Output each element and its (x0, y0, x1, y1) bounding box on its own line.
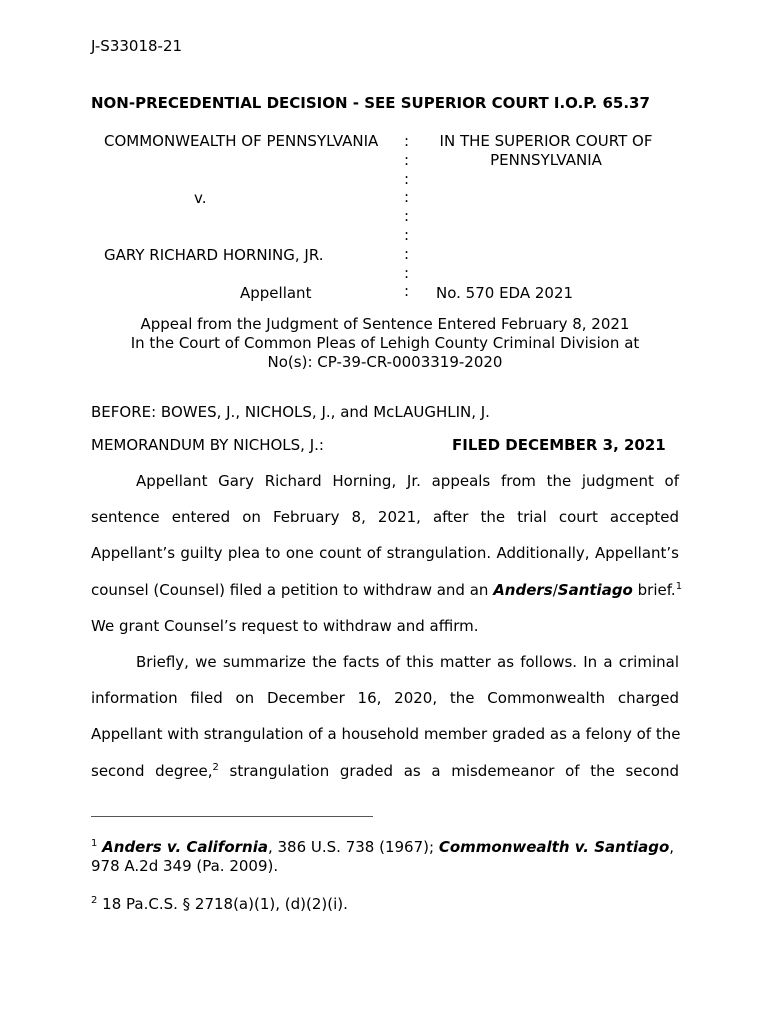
case-anders-v-california: Anders v. California (102, 838, 268, 856)
paragraph2-line: Briefly, we summarize the facts of this matter as follows. In a criminal (136, 653, 679, 671)
appeal-line2: In the Court of Common Pleas of Lehigh County Criminal Division at (130, 334, 640, 352)
citation-text: , (669, 838, 675, 856)
footnote-2 (91, 895, 681, 914)
caption-colon: : (404, 132, 410, 150)
caption-colon: : (404, 150, 410, 169)
paragraph1-line-4 (91, 581, 683, 599)
slash: / (552, 581, 558, 599)
caption-defendant: GARY RICHARD HORNING, JR. (104, 246, 324, 264)
footnote-divider (91, 816, 373, 817)
appeal-line3: No(s): CP-39-CR-0003319-2020 (267, 353, 503, 371)
paragraph1-line: Appellant Gary Richard Horning, Jr. appeals from the judgment of (136, 472, 679, 490)
panel-judges: BEFORE: BOWES, J., NICHOLS, J., and McLAUGHLIN, J. (91, 403, 490, 421)
footnote-mark-2: 2 (91, 895, 98, 906)
footnote-1 (91, 838, 681, 876)
caption-colon: : (404, 207, 410, 226)
anders-citation: Anders (493, 581, 553, 599)
footnote-mark-1: 1 (91, 838, 98, 849)
docket-id: J-S33018-21 (91, 37, 183, 55)
case-commonwealth-v-santiago: Commonwealth v. Santiago (438, 838, 670, 856)
paragraph2-text: second degree, (91, 762, 213, 780)
footnote-ref-2[interactable]: 2 (212, 762, 219, 773)
paragraph2-text: strangulation graded as a misdemeanor of the second (218, 762, 679, 780)
court-name-line2: PENNSYLVANIA (490, 151, 602, 169)
filed-date: FILED DECEMBER 3, 2021 (452, 436, 666, 454)
paragraph2-line: Appellant with strangulation of a household member graded as a felony of the (91, 725, 681, 743)
court-name-line1: IN THE SUPERIOR COURT OF (439, 132, 653, 150)
santiago-citation: Santiago (557, 581, 633, 599)
caption-colon: : (404, 244, 410, 263)
paragraph1-line: sentence entered on February 8, 2021, after the trial court accepted (91, 508, 679, 526)
caption-colon: : (404, 169, 410, 188)
paragraph2-line: information filed on December 16, 2020, the Commonwealth charged (91, 689, 679, 707)
decision-heading: NON-PRECEDENTIAL DECISION - SEE SUPERIOR COURT I.O.P. 65.37 (91, 94, 650, 112)
appeal-line1: Appeal from the Judgment of Sentence Entered February 8, 2021 (140, 315, 630, 333)
statute-citation: 18 Pa.C.S. § 2718(a)(1), (d)(2)(i). (102, 895, 348, 913)
caption-role: Appellant (240, 284, 312, 302)
caption-colon: : (404, 263, 410, 282)
caption-colon: : (404, 225, 410, 244)
memorandum-author: MEMORANDUM BY NICHOLS, J.: (91, 436, 324, 454)
docket-number: No. 570 EDA 2021 (436, 284, 574, 302)
paragraph1-text: counsel (Counsel) filed a petition to withdraw and an (91, 581, 494, 599)
citation-text: , 386 U.S. 738 (1967); (267, 838, 439, 856)
caption-colon: : (404, 188, 410, 207)
paragraph1-text: brief. (632, 581, 676, 599)
caption-versus: v. (194, 189, 207, 207)
paragraph1-line: Appellant’s guilty plea to one count of strangulation. Additionally, Appellant’s (91, 544, 679, 562)
footnote-ref-1[interactable]: 1 (675, 581, 683, 592)
caption-colon-column (404, 132, 409, 301)
caption-plaintiff: COMMONWEALTH OF PENNSYLVANIA (104, 132, 379, 150)
citation-text: 978 A.2d 349 (Pa. 2009). (91, 857, 279, 875)
paragraph2-line-4 (91, 762, 679, 780)
caption-colon: : (404, 282, 410, 301)
paragraph1-line: We grant Counsel’s request to withdraw and affirm. (91, 617, 479, 635)
